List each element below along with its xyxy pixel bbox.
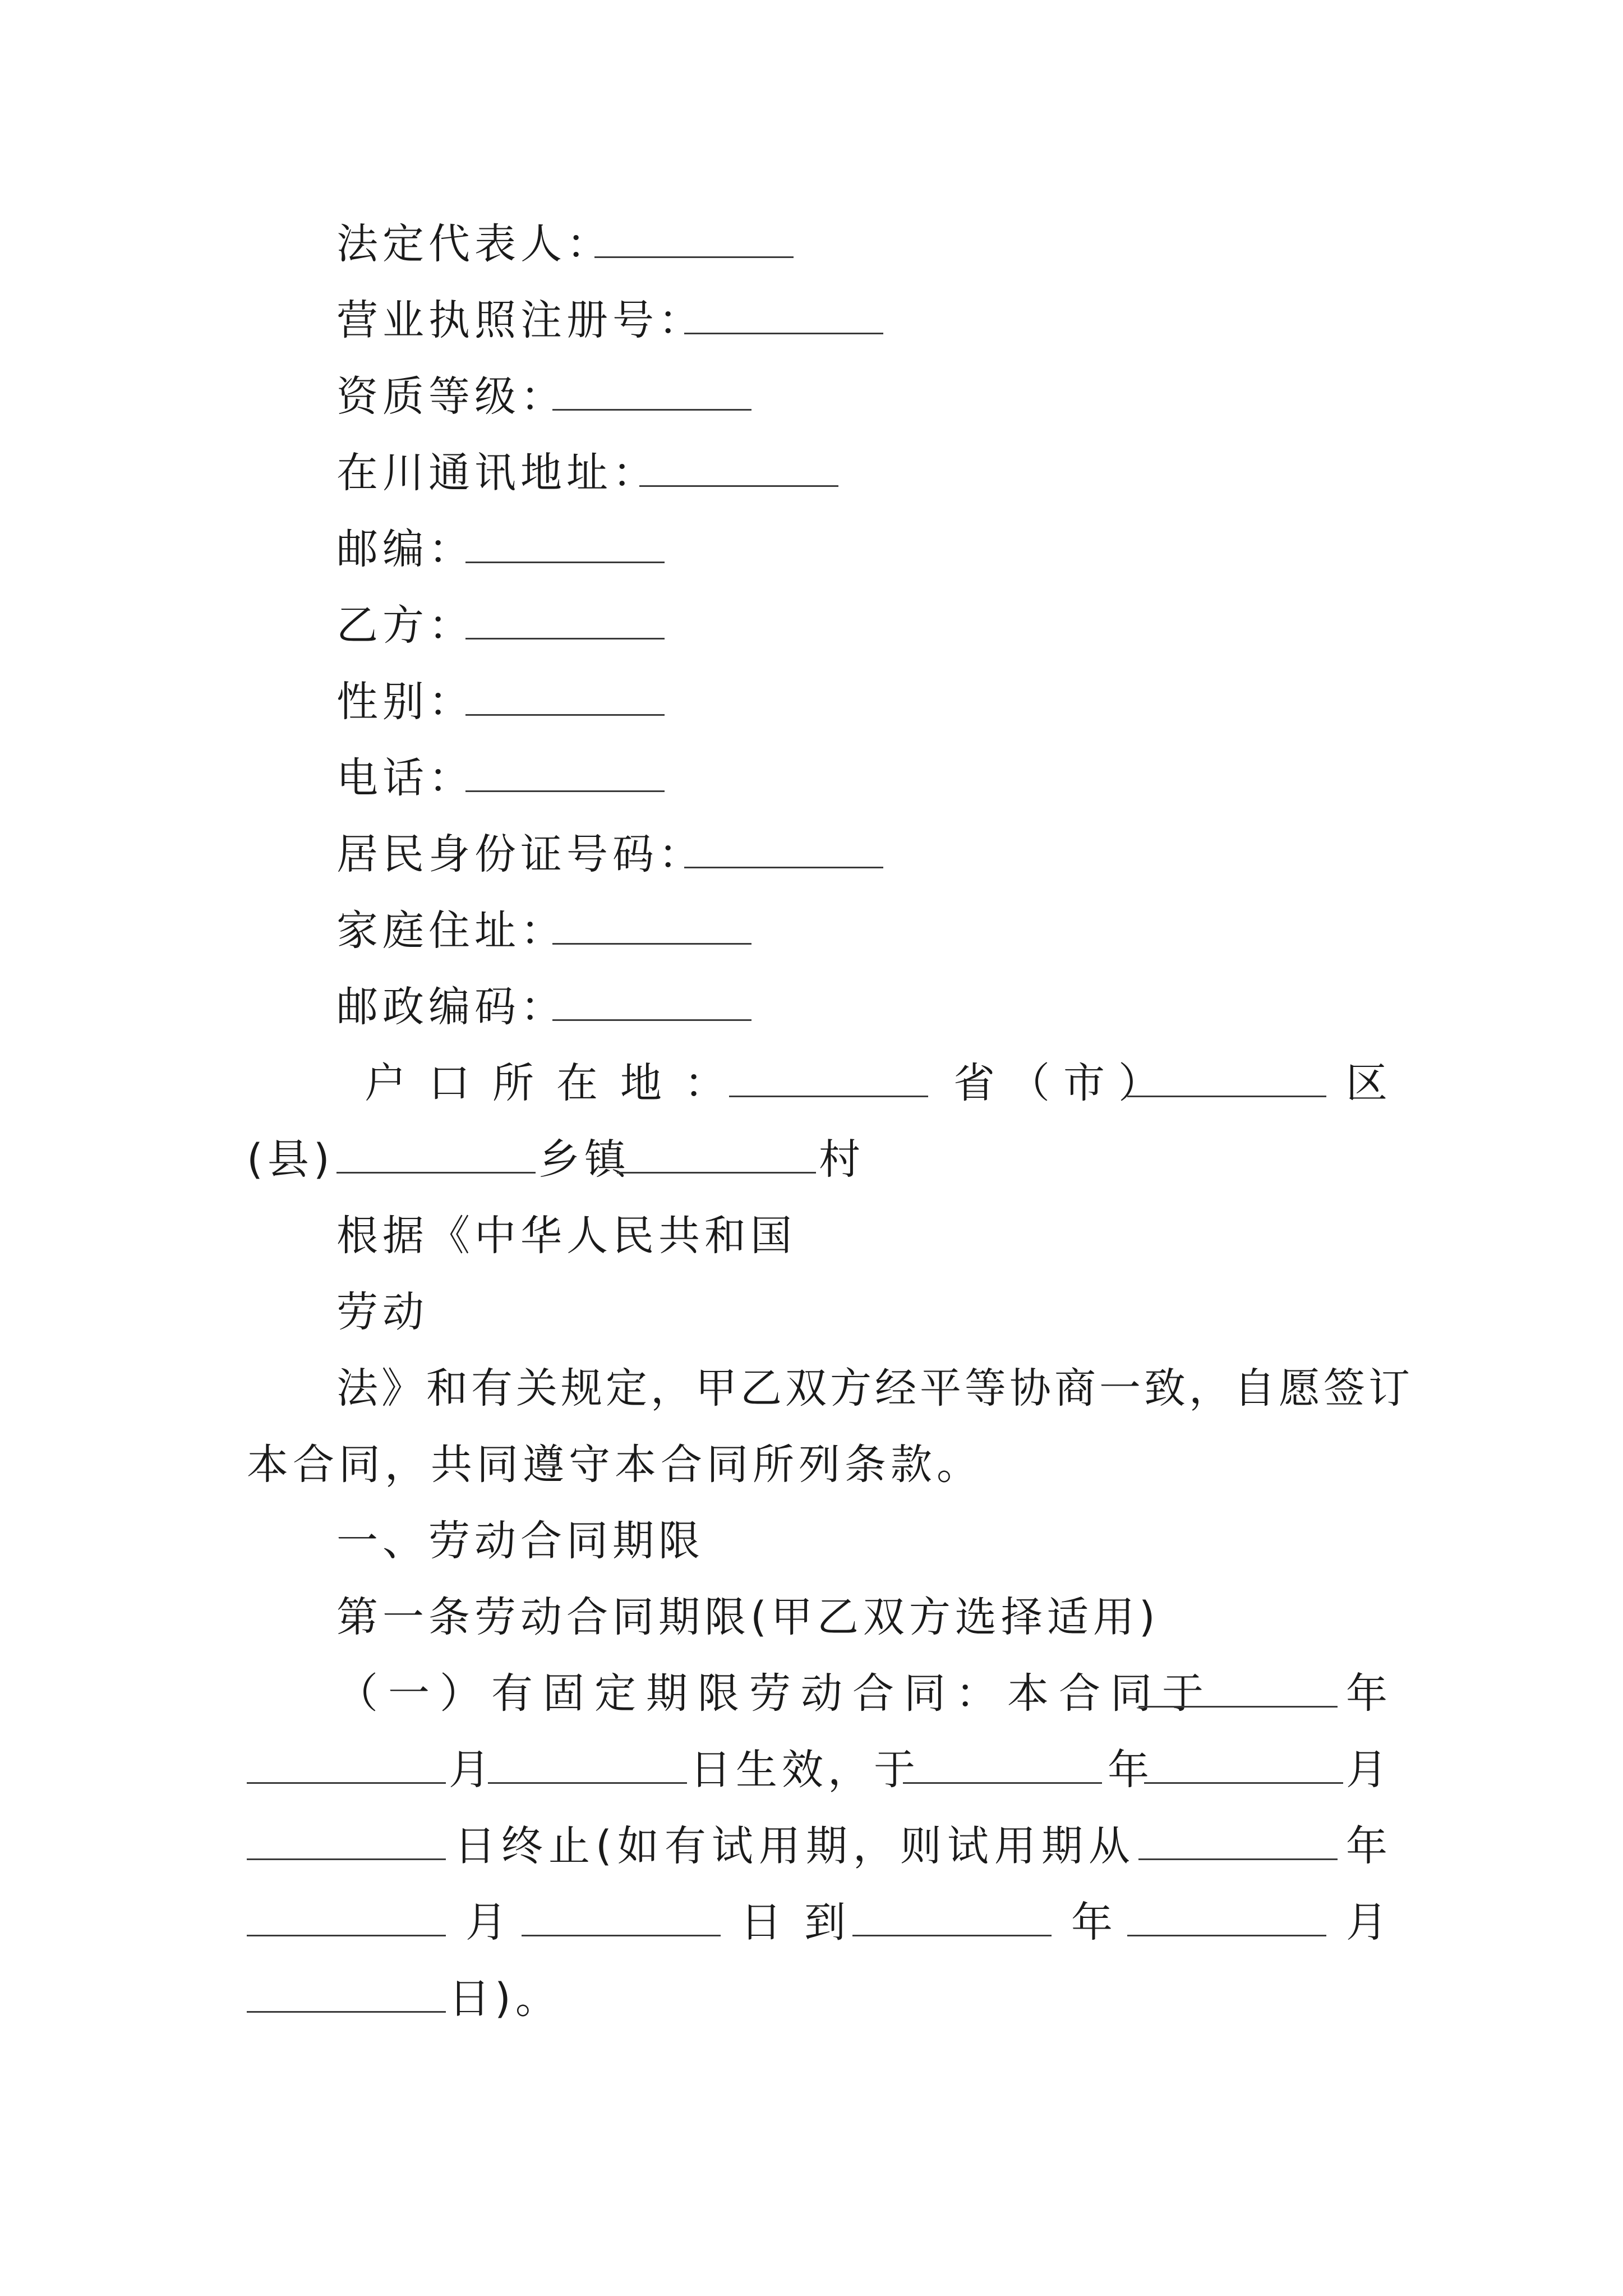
article-heading	[0, 1584, 1623, 1651]
day-to-text: 日到	[740, 1898, 868, 1947]
article-title: 第一条劳动合同期限(甲乙双方选择适用)	[336, 1593, 1160, 1641]
fill-blank[interactable]	[465, 790, 665, 792]
fill-blank[interactable]	[1138, 1858, 1338, 1860]
hukou-town: 乡镇	[538, 1135, 630, 1184]
basis-text: 劳动	[336, 1288, 428, 1336]
fill-blank[interactable]	[684, 867, 883, 868]
fill-blank[interactable]	[552, 943, 751, 945]
year-label: 年	[1346, 1669, 1392, 1718]
effective-text: 日生效，于	[690, 1746, 920, 1794]
field-label: 邮政编码：	[336, 983, 566, 1031]
fixed-term-line-3	[0, 1812, 1623, 1880]
fill-blank[interactable]	[522, 1935, 721, 1936]
fill-blank[interactable]	[1144, 1782, 1343, 1784]
field-postal-code	[0, 973, 1623, 1041]
field-qualification-grade	[0, 363, 1623, 430]
fill-blank[interactable]	[552, 1019, 751, 1021]
field-sichuan-address	[0, 439, 1623, 507]
fixed-term-line-5	[0, 1965, 1623, 2032]
month-label: 月	[1346, 1898, 1392, 1947]
hukou-line-1	[0, 1050, 1623, 1117]
fill-blank[interactable]	[247, 1935, 446, 1936]
fixed-term-line-1	[0, 1660, 1623, 1727]
basis-line-1	[0, 1202, 1623, 1269]
month-label: 月	[1346, 1746, 1392, 1794]
year-label: 年	[1346, 1822, 1392, 1870]
field-label: 乙方：	[336, 601, 474, 650]
fill-blank[interactable]	[488, 1782, 687, 1784]
field-label: 在川通讯地址：	[336, 449, 658, 497]
fill-blank[interactable]	[465, 562, 665, 563]
hukou-district: 区	[1346, 1059, 1392, 1107]
fixed-term-text: （一）有固定期限劳动合同：本合同于	[336, 1669, 1214, 1718]
fill-blank[interactable]	[552, 409, 751, 411]
basis-text: 根据《中华人民共和国	[336, 1212, 796, 1260]
field-business-license-number	[0, 287, 1623, 354]
field-phone	[0, 744, 1623, 812]
end-text: 日终止(如有试用期，则试用期从	[454, 1822, 1136, 1870]
year-label: 年	[1108, 1746, 1154, 1794]
fill-blank[interactable]	[465, 638, 665, 639]
hukou-county: (县)	[247, 1135, 334, 1184]
fixed-term-line-2	[0, 1736, 1623, 1803]
fill-blank[interactable]	[617, 1172, 816, 1174]
fill-blank[interactable]	[1127, 1935, 1326, 1936]
hukou-line-2	[0, 1126, 1623, 1193]
basis-text: 法》和有关规定，甲乙双方经平等协商一致，自愿签订	[336, 1364, 1413, 1412]
fixed-term-line-4	[0, 1889, 1623, 1956]
basis-line-2	[0, 1278, 1623, 1346]
fill-blank[interactable]	[1127, 1096, 1326, 1097]
hukou-province: 省（市）	[953, 1059, 1173, 1107]
fill-blank[interactable]	[247, 1782, 446, 1784]
field-gender	[0, 668, 1623, 735]
year-label: 年	[1071, 1898, 1117, 1947]
day-close-text: 日)。	[449, 1975, 561, 2023]
field-label: 性别：	[336, 678, 474, 726]
fill-blank[interactable]	[247, 1858, 446, 1860]
fill-blank[interactable]	[1138, 1706, 1338, 1708]
hukou-label: 户口所在地：	[365, 1059, 748, 1107]
month-label: 月	[465, 1898, 511, 1947]
fill-blank[interactable]	[903, 1782, 1102, 1784]
field-party-b	[0, 592, 1623, 659]
field-label: 资质等级：	[336, 372, 566, 421]
field-label: 家庭住址：	[336, 907, 566, 955]
fill-blank[interactable]	[852, 1935, 1052, 1936]
field-home-address	[0, 897, 1623, 964]
field-label: 营业执照注册号：	[336, 296, 704, 344]
month-label: 月	[449, 1746, 495, 1794]
basis-line-4	[0, 1431, 1623, 1498]
fill-blank[interactable]	[684, 333, 883, 334]
fill-blank[interactable]	[336, 1172, 536, 1174]
field-id-number	[0, 821, 1623, 888]
field-label: 电话：	[336, 754, 474, 802]
fill-blank[interactable]	[729, 1096, 928, 1097]
hukou-village: 村	[819, 1135, 865, 1184]
section-title: 一、劳动合同期限	[336, 1517, 704, 1565]
field-label: 居民身份证号码：	[336, 830, 704, 878]
section-heading	[0, 1507, 1623, 1575]
field-postcode	[0, 516, 1623, 583]
fill-blank[interactable]	[594, 256, 794, 258]
basis-text: 本合同，共同遵守本合同所列条款。	[247, 1441, 983, 1489]
basis-line-3	[0, 1355, 1623, 1422]
field-label: 邮编：	[336, 525, 474, 573]
field-legal-representative	[0, 210, 1623, 278]
field-label: 法定代表人：	[336, 220, 612, 268]
fill-blank[interactable]	[465, 714, 665, 716]
fill-blank[interactable]	[639, 485, 838, 487]
fill-blank[interactable]	[247, 2011, 446, 2013]
